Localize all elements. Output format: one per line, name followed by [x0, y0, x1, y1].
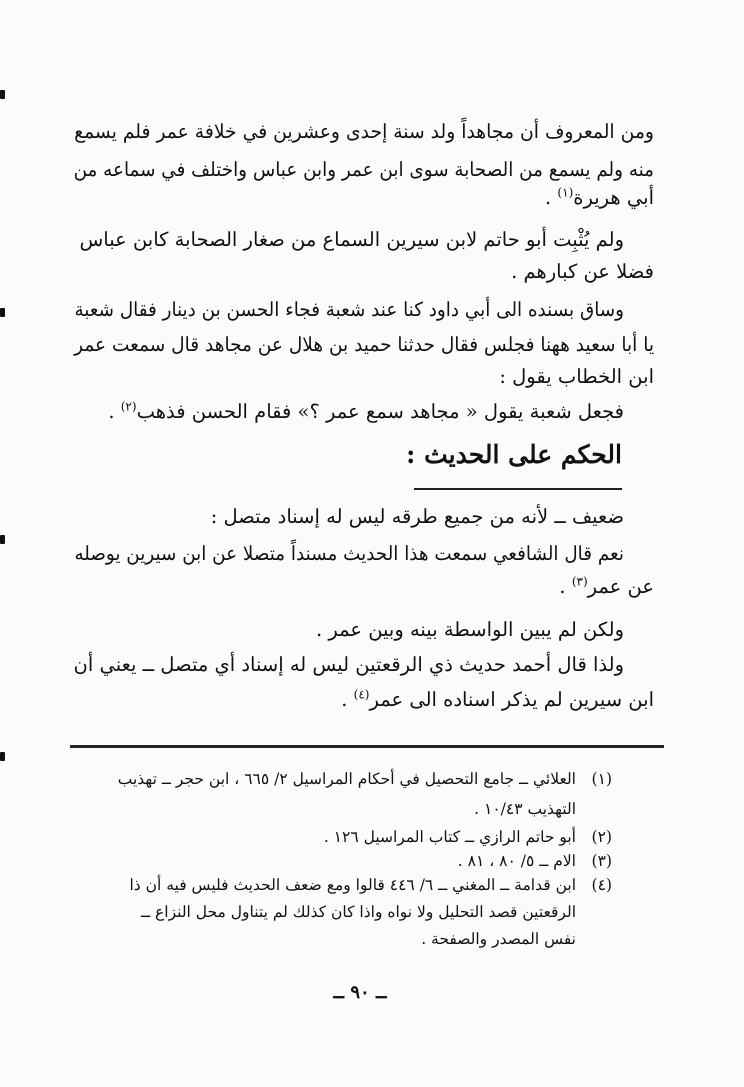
paragraph-2-line-1: ولم يُثْبِت أبو حاتم لابن سيرين السماع من صغار الصحابة كابن عباس: [79, 228, 624, 251]
judgment-line-1: ضعيف ــ لأنه من جميع طرقه ليس له إسناد متصل :: [210, 505, 624, 528]
binding-mark: [0, 308, 5, 317]
paragraph-1-line-1: ومن المعروف أن مجاهداً ولد سنة إحدى وعشرين في خلافة عمر فلم يسمع: [74, 120, 654, 143]
text-run: .: [545, 186, 558, 209]
text-run: .: [559, 575, 572, 598]
judgment-line-4: ولكن لم يبين الواسطة بينه وبين عمر .: [315, 618, 624, 641]
footnote-3-number: (٣): [591, 852, 612, 870]
judgment-line-2: نعم قال الشافعي سمعت هذا الحديث مسنداً متصلا عن ابن سيرين يوصله: [74, 542, 624, 565]
text-run: أبي هريرة: [573, 186, 654, 209]
text-run: عن عمر: [587, 575, 654, 598]
footnote-4-number: (٤): [591, 876, 612, 894]
footnote-1-line-2: التهذيب ١٠/٤٣ .: [474, 800, 576, 818]
judgment-line-5: ولذا قال أحمد حديث ذي الرقعتين ليس له إسناد أي متصل ــ يعني أن: [73, 653, 624, 676]
footnote-4-line-1: ابن قدامة ــ المغني ــ ٦/ ٤٤٦ قالوا ومع ضعف الحديث فليس فيه أن ذا: [129, 876, 576, 894]
heading-underline: [414, 488, 622, 490]
paragraph-3-line-2: يا أبا سعيد ههنا فجلس فقال حدثنا حميد بن هلال عن مجاهد قال سمعت عمر: [74, 333, 655, 356]
paragraph-2-line-2: فضلا عن كبارهم .: [511, 260, 654, 283]
paragraph-3-line-1: وساق بسنده الى أبي داود كنا عند شعبة فجاء الحسن بن دينار فقال شعبة: [74, 298, 625, 321]
paragraph-3-line-3: ابن الخطاب يقول :: [499, 365, 654, 388]
footnote-ref-1: (١): [557, 185, 574, 200]
text-run: .: [341, 688, 354, 711]
text-run: ابن سيرين لم يذكر اسناده الى عمر: [369, 688, 654, 711]
paragraph-1-line-3: [74, 186, 654, 209]
binding-mark: [0, 752, 5, 761]
footnote-1-number: (١): [591, 770, 612, 788]
judgment-line-3: [74, 575, 654, 598]
page-number: ــ ٩٠ ــ: [333, 982, 387, 1003]
text-run: فجعل شعبة يقول « مجاهد سمع عمر ؟» فقام الحسن فذهب: [136, 400, 624, 423]
binding-mark: [0, 90, 5, 99]
paragraph-4-line-1: [74, 400, 624, 423]
footnote-4-line-3: نفس المصدر والصفحة .: [421, 930, 576, 948]
footnote-ref-2: (٢): [120, 399, 137, 414]
footnote-1-line-1: العلائي ــ جامع التحصيل في أحكام المراسيل ٢/ ٦٦٥ ، ابن حجر ــ تهذيب: [117, 770, 576, 788]
footnote-ref-4: (٤): [353, 687, 370, 702]
section-heading: الحكم على الحديث :: [406, 440, 622, 469]
footnote-ref-3: (٣): [571, 574, 588, 589]
text-run: .: [108, 400, 121, 423]
footnote-2-line-1: أبو حاتم الرازي ــ كتاب المراسيل ١٢٦ .: [323, 828, 576, 846]
footnote-separator: [70, 745, 664, 748]
binding-mark: [0, 535, 5, 544]
footnote-3-line-1: الام ــ ٥/ ٨٠ ، ٨١ .: [457, 852, 576, 870]
footnote-4-line-2: الرقعتين قصد التحليل ولا نواه واذا كان كذلك لم يتناول محل النزاع ــ: [141, 903, 576, 921]
paragraph-1-line-2: منه ولم يسمع من الصحابة سوى ابن عمر وابن عباس واختلف في سماعه من: [73, 158, 655, 181]
footnote-2-number: (٢): [591, 828, 612, 846]
judgment-line-6: [74, 688, 654, 711]
